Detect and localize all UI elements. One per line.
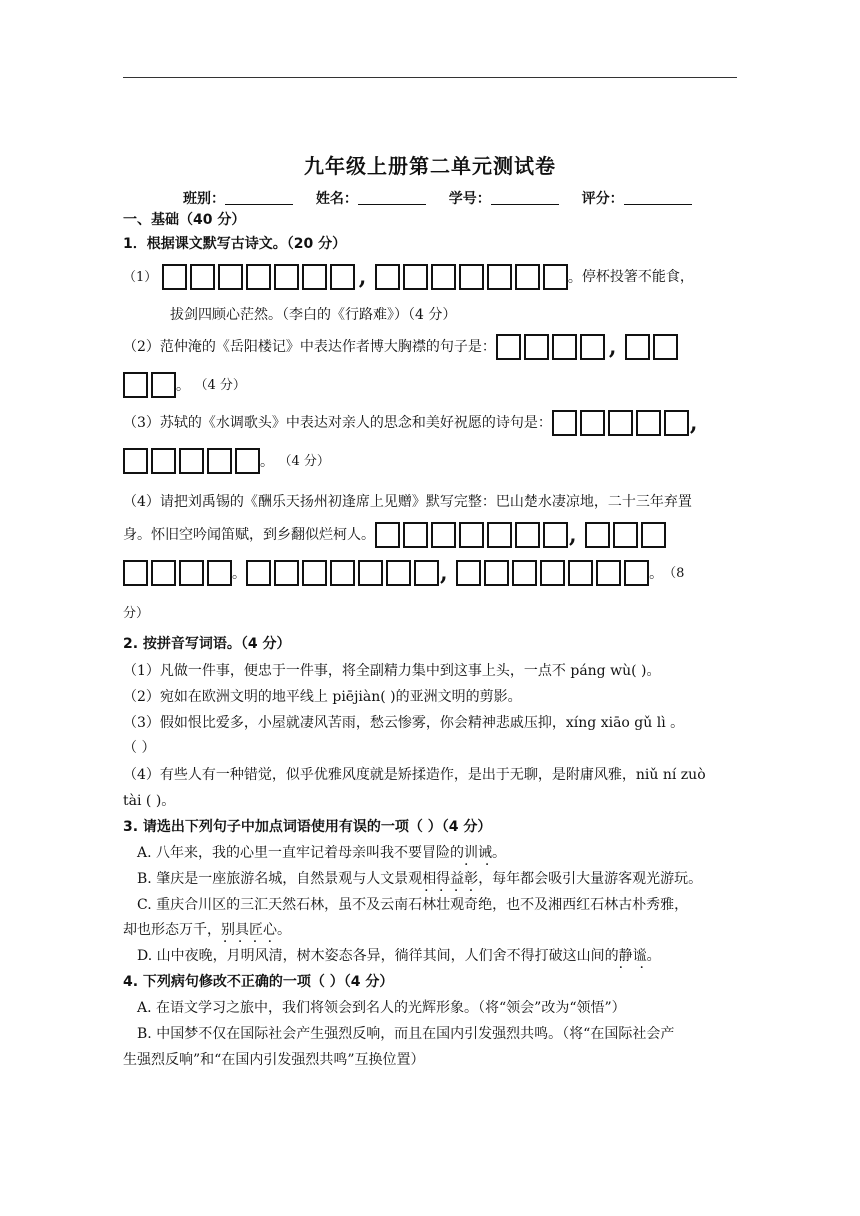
name-label: 姓名： xyxy=(315,191,358,207)
q2-item4: （4）有些人有一种错觉，似乎优雅风度就是矫揉造作，是出于无聊，是附庸风雅，niǔ ní zuò xyxy=(123,767,706,783)
q4-heading: 4. 下列病句修改不正确的一项（ ）（4 分） xyxy=(123,974,394,990)
option-text: D. 山中夜晚，月明风清，树木姿态各异，徜徉其间，人们舍不得打破这山间的 xyxy=(137,948,619,964)
q2-item1: （1）凡做一件事，便忠于一件事，将全副精力集中到这事上头，一点不 páng wù( )。 xyxy=(123,663,661,679)
marked-word: 静谧 · · xyxy=(619,946,647,966)
option-text: A. 八年来，我的心里一直牢记着母亲叫我不要冒险的 xyxy=(137,845,465,861)
item-number: （1） xyxy=(123,270,158,285)
name-field[interactable] xyxy=(358,190,426,205)
q1-item2: （2）范仲淹的《岳阳楼记》中表达作者博大胸襟的句子是： , xyxy=(123,332,678,362)
q2-item2: （2）宛如在欧洲文明的地平线上 piējiàn( )的亚洲文明的剪影。 xyxy=(123,689,522,705)
q1-item2-line2: 。 （4 分） xyxy=(123,370,246,401)
q1-item4-line2: 身。怀旧空吟闻笛赋，到乡翻似烂柯人。 , xyxy=(123,520,666,550)
answer-boxes[interactable] xyxy=(375,262,568,292)
q1-item4-score-cont: 分） xyxy=(123,606,150,621)
q2-item4-cont: tài ( )。 xyxy=(123,793,176,809)
id-field[interactable] xyxy=(491,190,559,205)
q1-heading: 1．根据课文默写古诗文。（20 分） xyxy=(123,236,347,252)
q4-option-b: B. 中国梦不仅在国际社会产生强烈反响，而且在国内引发强烈共鸣。（将“在国际社会产 xyxy=(137,1026,675,1042)
answer-boxes[interactable] xyxy=(625,332,678,362)
answer-boxes[interactable] xyxy=(552,408,689,438)
option-text: 。 xyxy=(277,922,291,938)
q1-item1-line2: 拔剑四顾心茫然。（李白的《行路难》）（4 分） xyxy=(170,307,457,323)
option-text: B. 肇庆是一座旅游名城，自然景观与人文景观 xyxy=(137,871,423,887)
item-text: （2）范仲淹的《岳阳楼记》中表达作者博大胸襟的句子是： xyxy=(123,339,496,355)
item-text: （3）苏轼的《水调歌头》中表达对亲人的思念和美好祝愿的诗句是： xyxy=(123,415,552,431)
q3-option-b xyxy=(137,869,702,889)
q3-option-c: C. 重庆合川区的三汇天然石林，虽不及云南石林壮观奇绝，也不及湘西红石林古朴秀雅， xyxy=(137,897,689,913)
answer-boxes[interactable] xyxy=(585,520,666,550)
poem-text: 身。怀旧空吟闻笛赋，到乡翻似烂柯人。 xyxy=(123,527,375,543)
answer-boxes[interactable] xyxy=(123,370,176,400)
marked-word: 别具匠心 · · · · xyxy=(221,920,277,940)
answer-boxes[interactable] xyxy=(123,446,260,476)
q1-item3: （3）苏轼的《水调歌头》中表达对亲人的思念和美好祝愿的诗句是： , xyxy=(123,410,698,436)
q1-item1: （1） , 。停杯投箸不能食， xyxy=(123,264,694,290)
answer-boxes[interactable] xyxy=(496,332,608,362)
q4-option-b-cont: 生强烈反响”和“在国内引发强烈共鸣”互换位置） xyxy=(123,1052,425,1068)
q3-option-d xyxy=(137,946,661,966)
section-heading: 一、基础（40 分） xyxy=(123,212,246,228)
item-score: （8 xyxy=(663,566,685,581)
poem-text: 停杯投箸不能食， xyxy=(581,269,694,285)
item-score: （4 分） xyxy=(194,378,246,393)
class-label: 班别： xyxy=(183,191,225,207)
q1-item4-line1: （4）请把刘禹锡的《酬乐天扬州初逢席上见赠》默写完整：巴山楚水凄凉地，二十三年弃置 xyxy=(123,494,692,510)
option-text: ，每年都会吸引大量游客观光游玩。 xyxy=(478,871,703,887)
q3-heading: 3. 请选出下列句子中加点词语使用有误的一项（ ）（4 分） xyxy=(123,819,492,835)
q2-item3: （3）假如恨比爱多，小屋就凄风苦雨，愁云惨雾，你会精神悲戚压抑，xíng xiāo gǔ lì 。 xyxy=(123,715,685,731)
answer-boxes[interactable] xyxy=(162,262,358,292)
score-label: 评分： xyxy=(581,191,624,207)
q3-option-c-cont xyxy=(123,920,291,940)
q4-option-a: A. 在语文学习之旅中，我们将领会到名人的光辉形象。（将“领会”改为“领悟”） xyxy=(137,1000,626,1016)
option-text: 。 xyxy=(492,845,507,861)
q1-item3-line2: 。 （4 分） xyxy=(123,446,330,477)
page-title: 九年级上册第二单元测试卷 xyxy=(304,154,556,178)
q3-option-a xyxy=(137,843,506,863)
id-label: 学号： xyxy=(448,191,491,207)
option-text: 。 xyxy=(646,948,661,964)
option-text: 却也形态万千， xyxy=(123,922,221,938)
answer-boxes[interactable] xyxy=(375,520,568,550)
item-score: （4 分） xyxy=(278,454,330,469)
answer-boxes[interactable] xyxy=(456,558,649,588)
q2-item3-blank: （ ） xyxy=(123,740,156,756)
q1-item4-line3: 。 , 。（8 xyxy=(123,558,684,589)
answer-boxes[interactable] xyxy=(246,558,439,588)
student-info-row xyxy=(183,188,692,208)
marked-word: 相得益彰 · · · · xyxy=(422,869,478,889)
answer-boxes[interactable] xyxy=(123,558,232,588)
marked-word: 训诫 · · xyxy=(464,843,492,863)
q2-heading: 2. 按拼音写词语。（4 分） xyxy=(123,636,291,652)
header-rule xyxy=(123,77,737,78)
score-field[interactable] xyxy=(624,190,692,205)
class-field[interactable] xyxy=(225,190,293,205)
